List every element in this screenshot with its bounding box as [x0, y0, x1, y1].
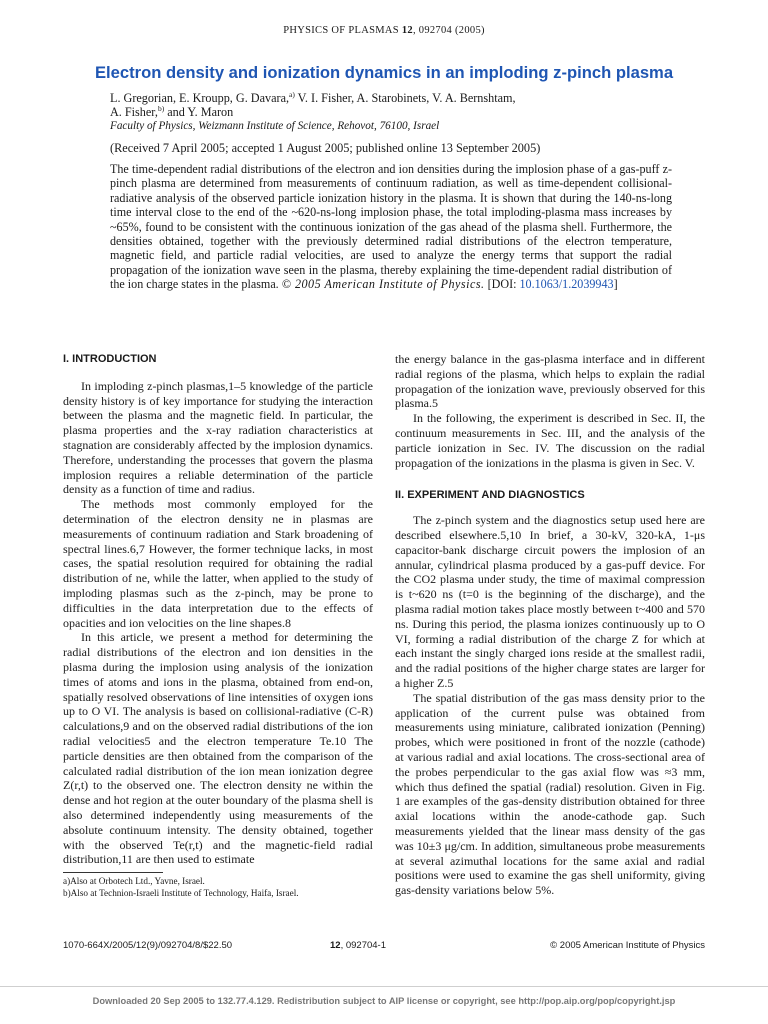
footer-issn: 1070-664X/2005/12(9)/092704/8/$22.50 — [63, 940, 233, 951]
journal-header — [0, 25, 768, 36]
received-dates: (Received 7 April 2005; accepted 1 August 2005; published online 13 September 2005) — [110, 141, 541, 155]
author-list — [110, 91, 670, 119]
intro-paragraph-4: the energy balance in the gas-plasma interface and in different radial regions of the plasma, which helps to explain the radial propagation of the ionization wave, previously observed for this plasma.5 — [395, 352, 705, 411]
authors-line2: A. Fisher, — [110, 105, 158, 119]
footer-page-number: , 092704-1 — [340, 940, 387, 951]
journal-citation: , 092704 (2005) — [412, 25, 485, 36]
download-divider — [0, 986, 768, 987]
intro-paragraph-1: In imploding z-pinch plasmas,1–5 knowledge of the particle density history is of key importance for studying the interaction between the plasma and the magnetic field. In particular, the plasma properties and the x-ray radiation characteristics at stagnation are considerably affected by the implosion dynamics. Therefore, understanding the processes that govern the plasma implosion requires a reliable determination of the particle density as a function of time and radius. — [63, 378, 373, 497]
intro-paragraph-5: In the following, the experiment is described in Sec. II, the continuum measurements in Sec. III, and the analysis of the particle ionization in Sec. IV. The discussion on the radial propagation of the ionizations in the plasma is given in Sec. V. — [395, 411, 705, 470]
footnote-divider — [63, 872, 163, 873]
section-heading-experiment: II. EXPERIMENT AND DIAGNOSTICS — [395, 489, 585, 502]
journal-volume: 12 — [401, 25, 413, 36]
journal-name: PHYSICS OF PLASMAS — [283, 25, 399, 36]
abstract-text: The time-dependent radial distributions of the electron and ion densities during the implosion phase of a gas-puff z-pinch plasma are determined from measurements of continuum radiation, as well as time-dependent collisional-radiative analysis of the observed particle ionization history in the plasma. It is shown that during the 140-ns-long time interval close to the end of the ~620-ns-long implosion phase, the total imploding-plasma mass increases by ~65%, found to be consistent with the continuous ionization of the gas ahead of the plasma shell. Furthermore, the densities obtained, together with the previously determined radial distributions of the electron temperature, magnetic field, and particle radial velocities, are used to analyze the energy terms that support the radial propagation of the ionization wave seen in the plasma, thereby explaining the time-dependent radial distribution of the ion charge states in the plasma. — [110, 162, 672, 292]
affiliation: Faculty of Physics, Weizmann Institute of Science, Rehovot, 76100, Israel — [110, 120, 440, 132]
doi-link[interactable]: 10.1063/1.2039943 — [519, 277, 614, 292]
authors-line1: L. Gregorian, E. Kroupp, G. Davara, — [110, 91, 290, 105]
experiment-paragraph-2: The spatial distribution of the gas mass density prior to the application of the current pulse was obtained from measurements using miniature, calibrated ionization (Penning) probes, which were positioned in front of the nozzle (cathode) at various radial and axial locations. The cross-sectional area of the probes perpendicular to the gas axial flow was ≈3 mm, which thus defined the spatial (radial) resolution. Given in Fig. 1 are examples of the gas-density distribution obtained for three axial locations within the anode-cathode gap. Such measurements yielded that the linear mass density of the gas was 10±3 μg/cm. In addition, simultaneous probe measurements at several azimuthal locations for the same axial and radial positions were used to examine the gas shell uniformity, giving gas-density variations below 5%. — [395, 690, 705, 898]
abstract — [110, 162, 672, 292]
footnotes — [63, 876, 383, 899]
right-column — [395, 352, 705, 898]
authors-line2b: and Y. Maron — [164, 105, 234, 119]
intro-paragraph-3: In this article, we present a method for determining the radial distributions of the electron and ion densities in the plasma during the implosion using analysis of the ionization times of atoms and ions in the plasma, obtained from end-on, spatially resolved observations of line intensities of oxygen ions up to O VI. The analysis is based on collisional-radiative (C-R) calculations,9 and on the observed radial distributions of the ion radial velocities5 and the electron temperature Te.10 The particle densities are then obtained from the comparison of the calculated radial distribution of the ion mean ionization degree Z(r,t) to the observed one. The electron density ne within the dense and hot region at the outer boundary of the plasma shell is also determined independently using measurements of the absolute continuum intensity. The density obtained, together with the observed Te(r,t) and the magnetic-field radial distribution,11 are then used to estimate — [63, 630, 373, 867]
experiment-paragraph-1: The z-pinch system and the diagnostics setup used here are described elsewhere.5,10 In brief, a 30-kV, 320-kA, 1-μs capacitor-bank discharge circuit powers the implosion of an annular, cylindrical plasma produced by a gas-puff device. For the CO2 plasma under study, the time of maximal compression is t~620 ns (t=0 is the beginning of the discharge), and the plasma radial motion takes place mostly between t~400 and 570 ns. During this period, the plasma ionizes continuously up to O VI, forming a radial distribution of the charge Z for which at each instant the singly charged ions reside at the smallest radii, and the radial positions of the higher charge states are larger for a higher Z.5 — [395, 513, 705, 690]
footnote-a: a)Also at Orbotech Ltd., Yavne, Israel. — [63, 876, 205, 886]
footer-page — [330, 940, 386, 951]
footer-volume: 12 — [330, 940, 341, 951]
left-column — [63, 352, 373, 867]
author-mark-b: b) — [157, 103, 165, 113]
authors-line1b: V. I. Fisher, A. Starobinets, V. A. Bernshtam, — [294, 91, 516, 105]
author-mark-a: a) — [289, 89, 295, 99]
footnote-b: b)Also at Technion-Israeli Institute of Technology, Haifa, Israel. — [63, 887, 299, 898]
section-heading-introduction: I. INTRODUCTION — [63, 353, 157, 365]
abstract-copyright: © 2005 American Institute of Physics. — [281, 277, 485, 292]
footer-copyright: © 2005 American Institute of Physics — [550, 940, 705, 951]
paper-title: Electron density and ionization dynamics in an imploding z-pinch plasma — [94, 63, 674, 82]
doi-prefix: [DOI: — [487, 277, 520, 292]
download-notice: Downloaded 20 Sep 2005 to 132.77.4.129. Redistribution subject to AIP license or copyright, see http://pop.aip.org/pop/copyright.jsp — [92, 996, 676, 1006]
intro-paragraph-2: The methods most commonly employed for the determination of the electron density ne in plasmas are measurements of continuum radiation and Stark broadening of spectral lines.6,7 However, the former technique lacks, in most cases, the spatial resolution required for obtaining the radial distribution of ne, while the latter, when applied to the study of imploding plasmas such as the z-pinch, may be prone to difficulties in the data interpretation due to the effects of opacities and ion velocities on the line shapes.8 — [63, 497, 373, 630]
doi-suffix: ] — [613, 277, 618, 292]
